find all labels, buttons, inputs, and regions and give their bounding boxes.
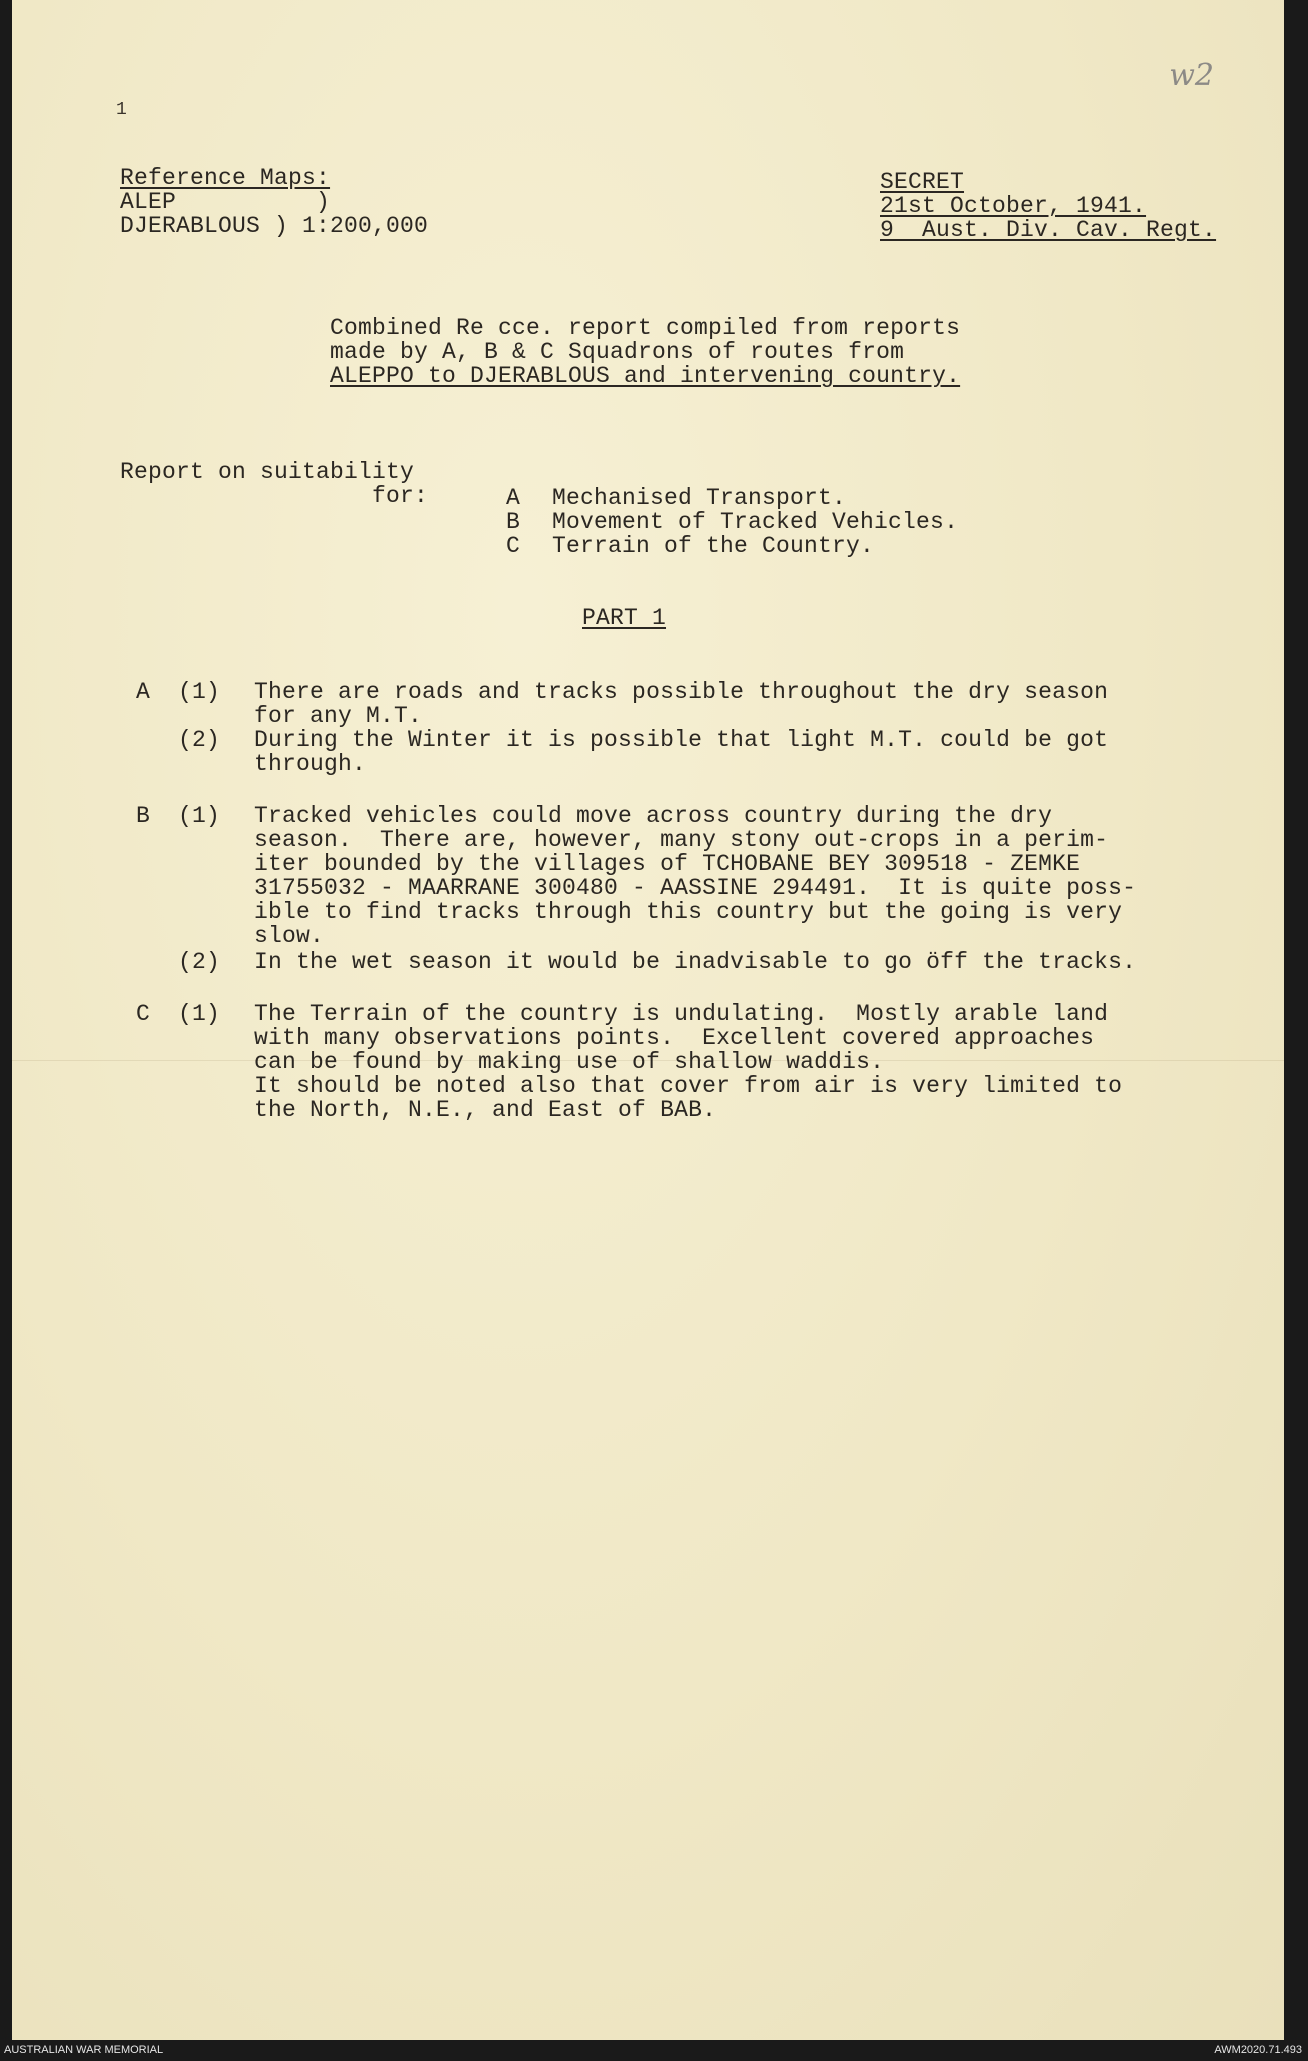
section-c-p1-line-1: The Terrain of the country is undulating. Mostly arable land bbox=[254, 1001, 1109, 1027]
footer-institution: AUSTRALIAN WAR MEMORIAL bbox=[4, 2044, 164, 2056]
section-b-p2-line-1: In the wet season it would be inadvisable to go öff the tracks. bbox=[254, 949, 1137, 975]
section-a-num-2: (2) bbox=[178, 727, 221, 753]
suitability-letter-b: B bbox=[506, 509, 521, 535]
archive-footer bbox=[0, 2040, 1308, 2061]
section-b-p1-line-3: iter bounded by the villages of TCHOBANE BEY 309518 - ZEMKE bbox=[254, 851, 1081, 877]
suitability-letter-c: C bbox=[506, 533, 521, 559]
section-b-p1-line-2: season. There are, however, many stony out-crops in a perim- bbox=[254, 827, 1109, 853]
title-line-3: ALEPPO to DJERABLOUS and intervening country. bbox=[330, 363, 961, 389]
ref-maps-label: Reference Maps: bbox=[120, 165, 331, 191]
section-b-num-1: (1) bbox=[178, 803, 221, 829]
ref-map-alep: ALEP ) bbox=[120, 189, 331, 215]
section-a-num-1: (1) bbox=[178, 679, 221, 705]
document-page bbox=[12, 0, 1284, 2040]
section-b-letter: B bbox=[136, 803, 151, 829]
section-c-p1-line-2: with many observations points. Excellent covered approaches bbox=[254, 1025, 1095, 1051]
section-b-p1-line-5: ible to find tracks through this country but the going is very bbox=[254, 899, 1123, 925]
corner-mark: 1 bbox=[116, 100, 127, 120]
section-a-letter: A bbox=[136, 679, 151, 705]
title-line-2: made by A, B & C Squadrons of routes from bbox=[330, 339, 905, 365]
suitability-text-b: Movement of Tracked Vehicles. bbox=[552, 509, 959, 535]
section-a-p1-line-1: There are roads and tracks possible throughout the dry season bbox=[254, 679, 1109, 705]
ref-map-djerablous: DJERABLOUS ) 1:200,000 bbox=[120, 213, 429, 239]
report-date: 21st October, 1941. bbox=[880, 193, 1147, 219]
section-c-letter: C bbox=[136, 1001, 151, 1027]
section-b-p1-line-4: 31755032 - MAARRANE 300480 - AASSINE 294491. It is quite poss- bbox=[254, 875, 1137, 901]
section-c-p1-line-3: can be found by making use of shallow waddis. bbox=[254, 1049, 885, 1075]
section-a-p2-line-2: through. bbox=[254, 751, 367, 777]
suitability-letter-a: A bbox=[506, 485, 521, 511]
section-b-num-2: (2) bbox=[178, 949, 221, 975]
suitability-text-a: Mechanised Transport. bbox=[552, 485, 847, 511]
title-line-1: Combined Re cce. report compiled from reports bbox=[330, 315, 961, 341]
classification: SECRET bbox=[880, 169, 965, 195]
part-heading: PART 1 bbox=[582, 605, 667, 631]
section-b-p1-line-1: Tracked vehicles could move across country during the dry bbox=[254, 803, 1053, 829]
section-b-p1-line-6: slow. bbox=[254, 923, 325, 949]
footer-accession-number: AWM2020.71.493 bbox=[1214, 2044, 1302, 2056]
section-a-p2-line-1: During the Winter it is possible that light M.T. could be got bbox=[254, 727, 1109, 753]
section-c-p1-line-4: It should be noted also that cover from air is very limited to bbox=[254, 1073, 1123, 1099]
suitability-label: Report on suitability bbox=[120, 459, 415, 485]
pencil-annotation: w2 bbox=[1169, 58, 1214, 93]
section-c-p1-line-5: the North, N.E., and East of BAB. bbox=[254, 1097, 717, 1123]
suitability-for: for: bbox=[372, 483, 429, 509]
section-a-p1-line-2: for any M.T. bbox=[254, 703, 423, 729]
suitability-text-c: Terrain of the Country. bbox=[552, 533, 875, 559]
section-c-num-1: (1) bbox=[178, 1001, 221, 1027]
unit-name: 9 Aust. Div. Cav. Regt. bbox=[880, 217, 1217, 243]
